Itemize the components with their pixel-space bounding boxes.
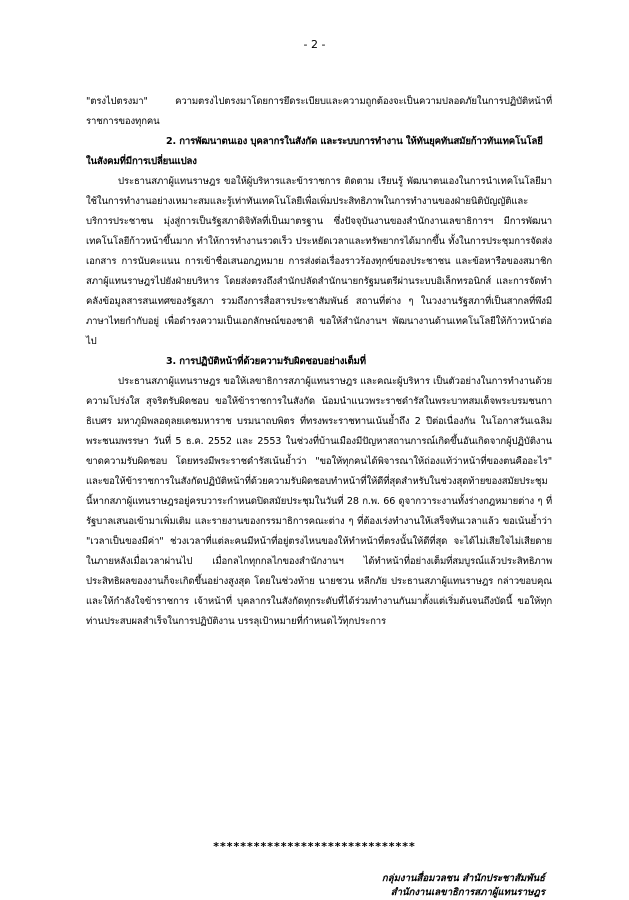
signature-office: สำนักงานเลขาธิการสภาผู้แทนราษฎร — [390, 887, 545, 898]
signature-department: กลุ่มงานสื่อมวลชน สำนักประชาสัมพันธ์ — [381, 873, 545, 884]
paragraph-straightforward: "ตรงไปตรงมา" ความตรงไปตรงมาโดยการยึดระเบียบและความถูกต้องจะเป็นความปลอดภัยในการปฏิบัติหน้าที่ราชการของทุกคน — [86, 96, 552, 127]
paragraph-responsibility: ประธานสภาผู้แทนราษฎร ขอให้เลขาธิการสภาผู้แทนราษฎร และคณะผู้บริหาร เป็นตัวอย่างในการทำงานด้วยความโปร่งใส สุจริตรับผิดชอบ ขอให้ข้าราชการในสังกัด น้อมนำแนวพระราชดำรัสในพระบาทสมเด็จพระบรมชนกาธิเบศร มหาภูมิพลอดุลยเดชมหาราช บรมนาถบพิตร ที่ทรงพระราชทานเน้นย้ำถึง 2 ปีต่อเนื่องกัน ในโอกาสวันเฉลิมพระชนมพรรษา วันที่ 5 ธ.ค. 2552 และ 2553 ในช่วงที่บ้านเมืองมีปัญหาสถานการณ์เกิดขึ้นอันเกิดจากผู้ปฏิบัติงานขาดความรับผิดชอบ โดยทรงมีพระราชดำรัสเน้นย้ำว่า "ขอให้ทุกคนได้พิจารณาให้ถ่องแท้ว่าหน้าที่ของตนคืออะไร" และขอให้ข้าราชการในสังกัดปฏิบัติหน้าที่ด้วยความรับผิดชอบทำหน้าที่ให้ดีที่สุดสำหรับในช่วงสุดท้ายของสมัยประชุมนี้หากสภาผู้แทนราษฎรอยู่ครบวาระกำหนดปิดสมัยประชุมในวันที่ 28 ก.พ. 66 ดูจากวาระงานทั้งร่างกฎหมายต่าง ๆ ที่รัฐบาลเสนอเข้ามาเพิ่มเติม และรายงานของกรรมาธิการคณะต่าง ๆ ที่ต้องเร่งทำงานให้เสร็จทันเวลาแล้ว ขอเน้นย้ำว่า "เวลาเป็นของมีค่า" ช่วงเวลาที่แต่ละคนมีหน้าที่อยู่ตรงไหนของให้ทำหน้าที่ตรงนั้นให้ดีที่สุด จะได้ไม่เสียใจไม่เสียดายในภายหลังเมื่อเวลาผ่านไป เมื่อกลไกทุกกลไกของสำนักงานฯ ได้ทำหน้าที่อย่างเต็มที่สมบูรณ์แล้วประสิทธิภาพประสิทธิผลของงานก็จะเกิดขึ้นอย่างสูงสุด โดยในช่วงท้าย นายชวน หลีกภัย ประธานสภาผู้แทนราษฎร กล่าวขอบคุณและให้กำลังใจข้าราชการ เจ้าหน้าที่ บุคลากรในสังกัดทุกระดับที่ได้ร่วมทำงานกันมาตั้งแต่เริ่มต้นจนถึงบัดนี้ ขอให้ทุกท่านประสบผลสำเร็จในการปฏิบัติงาน บรรลุเป้าหมายที่กำหนดไว้ทุกประการ — [86, 376, 552, 627]
page-number: - 2 - — [303, 38, 326, 51]
document-body — [86, 92, 552, 632]
separator-stars: ****************************** — [213, 840, 416, 853]
heading-responsibility: 3. การปฏิบัติหน้าที่ด้วยความรับผิดชอบอย่างเต็มที่ — [166, 356, 366, 367]
signature-block — [382, 872, 545, 900]
paragraph-technology: ประธานสภาผู้แทนราษฎร ขอให้ผู้บริหารและข้าราชการ ติดตาม เรียนรู้ พัฒนาตนเองในการนำเทคโนโลยีมาใช้ในการทำงานอย่างเหมาะสมและรู้เท่าทันเทคโนโลยีเพื่อเพิ่มประสิทธิภาพในการทำงานของฝ่ายนิติบัญญัติและบริการประชาชน มุ่งสู่การเป็นรัฐสภาดิจิทัลที่เป็นมาตรฐาน ซึ่งปัจจุบันงานของสำนักงานเลขาธิการฯ มีการพัฒนาเทคโนโลยีก้าวหน้าขึ้นมาก ทำให้การทำงานรวดเร็ว ประหยัดเวลาและทรัพยากรได้มากขึ้น ทั้งในการประชุมการจัดส่งเอกสาร การนับคะแนน การเข้าชื่อเสนอกฎหมาย การส่งต่อเรื่องราวร้องทุกข์ของประชาชน และข้อหารือของสมาชิกสภาผู้แทนราษฎรไปยังฝ่ายบริหาร โดยส่งตรงถึงสำนักปลัดสำนักนายกรัฐมนตรีผ่านระบบอิเล็กทรอนิกส์ และการจัดทำคลังข้อมูลสารสนเทศของรัฐสภา รวมถึงการสื่อสารประชาสัมพันธ์ สถานที่ต่าง ๆ ในวงงานรัฐสภาที่เป็นสากลที่พึงมีภาษาไทยกำกับอยู่ เพื่อดำรงความเป็นเอกลักษณ์ของชาติ ขอให้สำนักงานฯ พัฒนางานด้านเทคโนโลยีให้ก้าวหน้าต่อไป — [86, 176, 552, 347]
heading-self-development: 2. การพัฒนาตนเอง บุคลากรในสังกัด และระบบการทำงาน ให้ทันยุคทันสมัยก้าวทันเทคโนโลยีในสังคมที่มีการเปลี่ยนแปลง — [86, 136, 543, 167]
